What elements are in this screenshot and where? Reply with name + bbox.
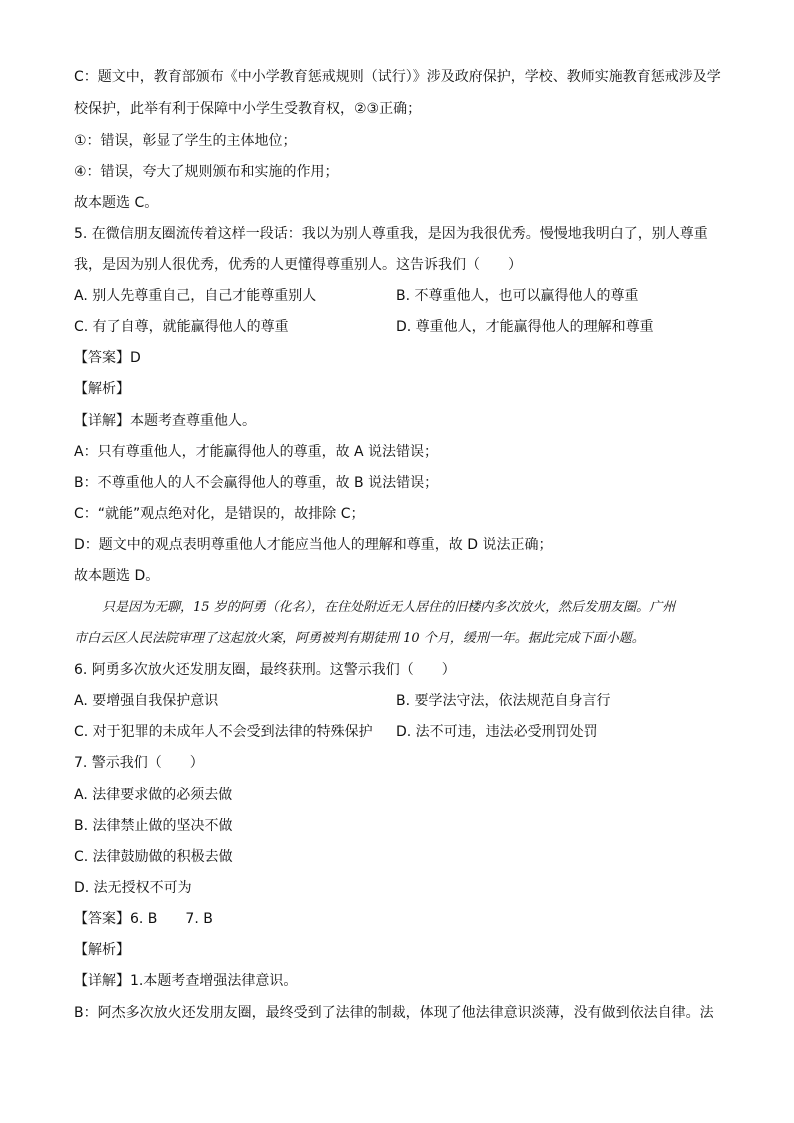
answer-6-7: 【答案】6. B 7. B [74, 911, 213, 927]
question-6-option-b: B. 要学法守法，依法规范自身言行 [396, 693, 611, 709]
analysis-5-b: B：不尊重他人的人不会赢得他人的尊重，故 B 说法错误； [74, 475, 439, 491]
question-6-option-d: D. 法不可违，违法必受刑罚处罚 [396, 724, 598, 740]
conclusion-c: 故本题选 C。 [74, 195, 159, 211]
analysis-error-4: ④：错误，夸大了规则颁布和实施的作用； [74, 164, 339, 180]
question-5-option-c: C. 有了自尊，就能赢得他人的尊重 [74, 319, 289, 335]
question-7-option-a: A. 法律要求做的必须去做 [74, 787, 233, 803]
passage-line1: 只是因为无聊，15 岁的阿勇（化名），在住处附近无人居住的旧楼内多次放火，然后发朋友圈。广州 [102, 600, 676, 615]
analysis-heading-5: 【解析】 [74, 381, 130, 397]
question-7-option-d: D. 法无授权不可为 [74, 880, 192, 896]
analysis-error-1: ①：错误，彰显了学生的主体地位； [74, 133, 297, 149]
question-5-option-d: D. 尊重他人，才能赢得他人的理解和尊重 [396, 319, 654, 335]
analysis-5-c: C：“就能”观点绝对化，是错误的，故排除 C； [74, 506, 365, 522]
question-5-option-a: A. 别人先尊重自己，自己才能尊重别人 [74, 288, 317, 304]
analysis-option-c-line2: 校保护，此举有利于保障中小学生受教育权，②③正确； [74, 101, 422, 117]
question-6-stem: 6. 阿勇多次放火还发朋友圈，最终获刑。这警示我们（ ） [74, 662, 456, 678]
detail-heading-5: 【详解】本题考查尊重他人。 [74, 413, 256, 429]
question-7-option-c: C. 法律鼓励做的积极去做 [74, 849, 233, 865]
analysis-heading-6-7: 【解析】 [74, 942, 130, 958]
analysis-5-d: D：题文中的观点表明尊重他人才能应当他人的理解和尊重，故 D 说法正确； [74, 537, 553, 553]
passage-line2: 市白云区人民法院审理了这起放火案，阿勇被判有期徒刑 10 个月，缓刑一年。据此完成下面小题。 [74, 631, 645, 646]
question-6-option-c: C. 对于犯罪的未成年人不会受到法律的特殊保护 [74, 724, 373, 740]
answer-5: 【答案】D [74, 350, 141, 366]
question-6-option-a: A. 要增强自我保护意识 [74, 693, 219, 709]
question-5-option-b: B. 不尊重他人，也可以赢得他人的尊重 [396, 288, 639, 304]
question-7-stem: 7. 警示我们（ ） [74, 755, 204, 771]
detail-heading-6-7: 【详解】1.本题考查增强法律意识。 [74, 973, 298, 989]
question-5-stem-line2: 我，是因为别人很优秀，优秀的人更懂得尊重别人。这告诉我们（ ） [74, 257, 522, 273]
analysis-6-b: B：阿杰多次放火还发朋友圈，最终受到了法律的制裁，体现了他法律意识淡薄，没有做到依法自律。法 [74, 1005, 714, 1021]
conclusion-d: 故本题选 D。 [74, 568, 160, 584]
question-5-stem-line1: 5. 在微信朋友圈流传着这样一段话：我以为别人尊重我，是因为我很优秀。慢慢地我明白了，别人尊重 [74, 226, 708, 242]
analysis-option-c-line1: C：题文中，教育部颁布《中小学教育惩戒规则（试行）》涉及政府保护，学校、教师实施教育惩戒涉及学 [74, 69, 721, 85]
analysis-5-a: A：只有尊重他人，才能赢得他人的尊重，故 A 说法错误； [74, 444, 439, 460]
question-7-option-b: B. 法律禁止做的坚决不做 [74, 818, 233, 834]
